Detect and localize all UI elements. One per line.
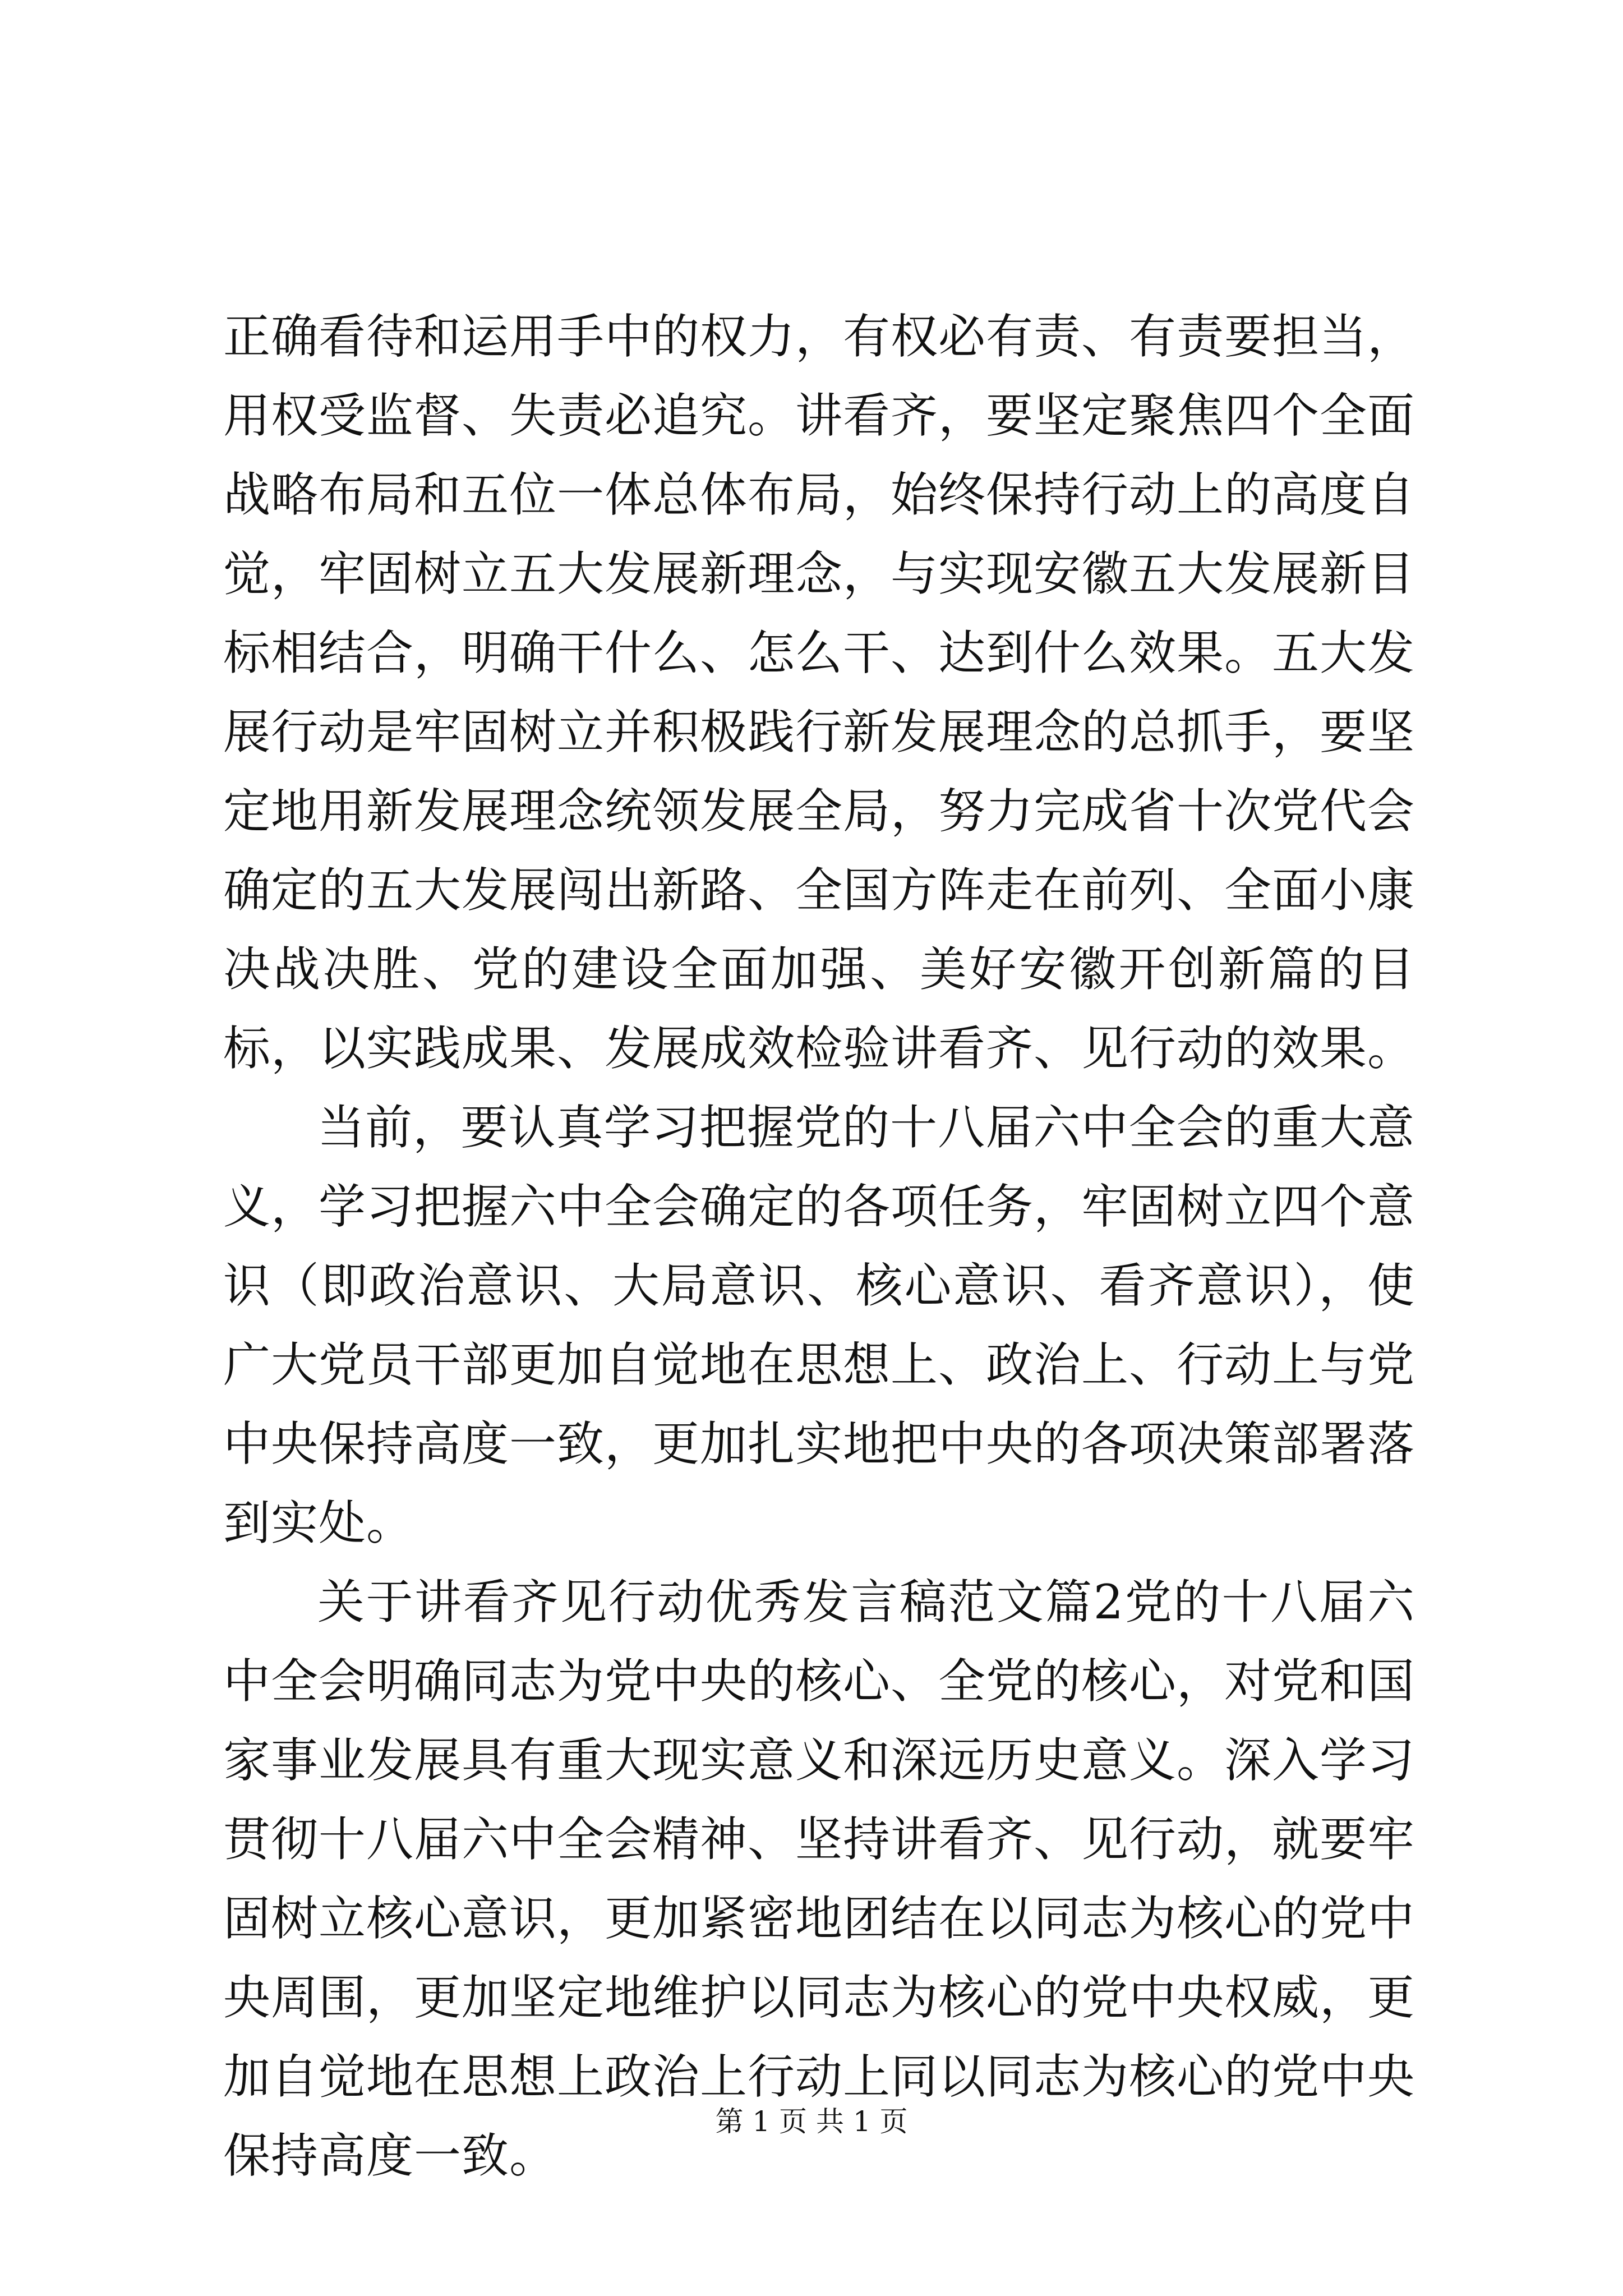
page-footer: 第 1 页 共 1 页: [715, 2105, 908, 2138]
paragraph-1: 正确看待和运用手中的权力，有权必有责、有责要担当，用权受监督、失责必追究。讲看齐，要坚定聚焦四个全面战略布局和五位一体总体布局，始终保持行动上的高度自觉，牢固树立五大发展新理念，与实现安徽五大发展新目标相结合，明确干什么、怎么干、达到什么效果。五大发展行动是牢固树立并积极践行新发展理念的总抓手，要坚定地用新发展理念统领发展全局，努力完成省十次党代会确定的五大发展闯出新路、全国方阵走在前列、全面小康决战决胜、党的建设全面加强、美好安徽开创新篇的目标，以实践成果、发展成效检验讲看齐、见行动的效果。: [223, 309, 1415, 1076]
paragraph-3: 关于讲看齐见行动优秀发言稿范文篇2党的十八届六中全会明确同志为党中央的核心、全党的核心，对党和国家事业发展具有重大现实意义和深远历史意义。深入学习贯彻十八届六中全会精神、坚持讲看齐、见行动，就要牢固树立核心意识，更加紧密地团结在以同志为核心的党中央周围，更加坚定地维护以同志为核心的党中央权威，更加自觉地在思想上政治上行动上同以同志为核心的党中央保持高度一致。: [223, 1575, 1415, 2183]
paragraph-2: 当前，要认真学习把握党的十八届六中全会的重大意义，学习把握六中全会确定的各项任务，牢固树立四个意识（即政治意识、大局意识、核心意识、看齐意识），使广大党员干部更加自觉地在思想上、政治上、行动上与党中央保持高度一致，更加扎实地把中央的各项决策部署落到实处。: [223, 1100, 1415, 1550]
document-body: [223, 297, 1415, 2196]
